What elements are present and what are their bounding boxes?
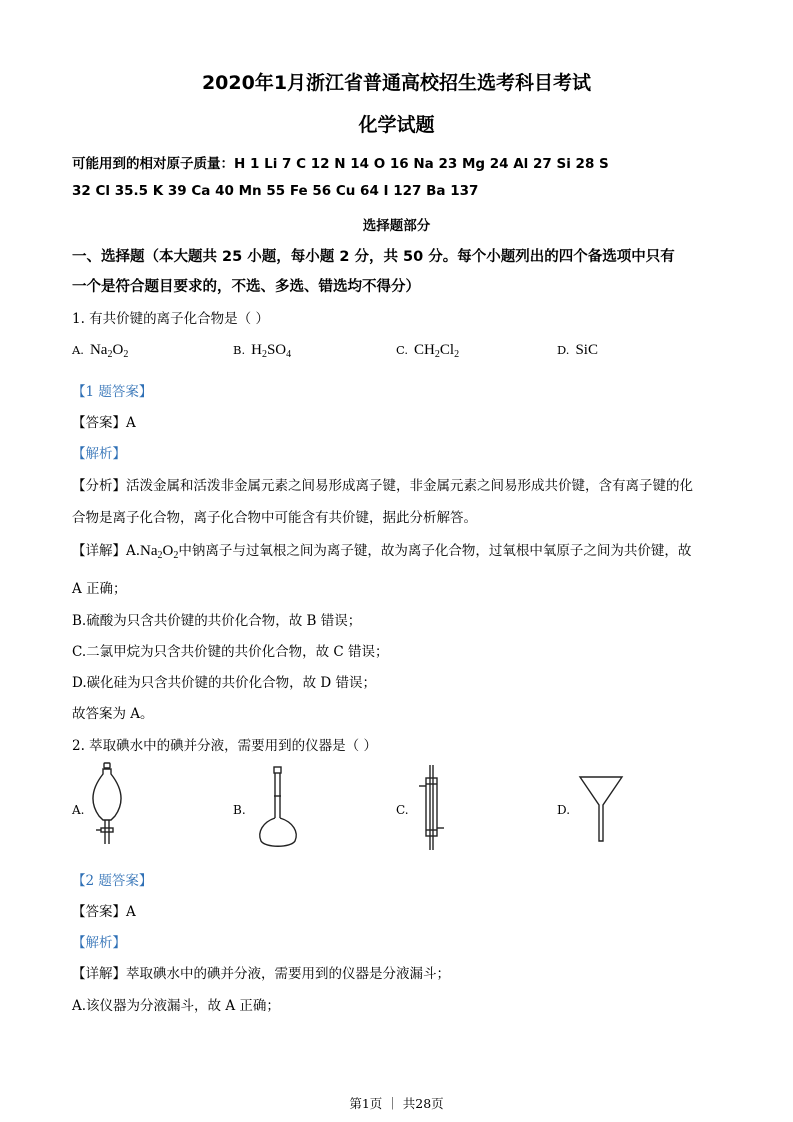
funnel-icon bbox=[578, 775, 624, 845]
condenser-icon bbox=[416, 764, 446, 852]
section-intro-2: 一个是符合题目要求的，不选、多选、错选均不得分） bbox=[72, 279, 420, 295]
q1-option-b: B. $H_2SO_4$ bbox=[233, 342, 292, 360]
volumetric-flask-icon bbox=[255, 766, 301, 850]
q1-option-a: A. $Na_2O_2$ bbox=[72, 342, 129, 360]
q1-detail-b: B.硫酸为只含共价键的共价化合物，故 B 错误； bbox=[72, 613, 362, 629]
q2-analysis-tag: 【解析】 bbox=[72, 935, 126, 951]
q1-option-d: D. SiC bbox=[557, 342, 598, 358]
q1-analysis-line-2: 合物是离子化合物，离子化合物中可能含有共价键，据此分析解答。 bbox=[72, 510, 477, 526]
q2-detail-a: A.该仪器为分液漏斗，故 A 正确； bbox=[72, 998, 280, 1014]
q2-option-b-label: B. bbox=[233, 803, 246, 817]
q1-answer-tag: 【1 题答案】 bbox=[72, 384, 153, 400]
q2-option-d-label: D. bbox=[557, 803, 571, 817]
page-footer: 第1页 ｜ 共28页 bbox=[349, 1096, 444, 1111]
q1-answer: 【答案】A bbox=[72, 415, 136, 431]
q2-answer: 【答案】A bbox=[72, 904, 136, 920]
q1-detail-line-1: 【详解】$A.Na_2O_2$中钠离子与过氧根之间为离子键，故为离子化合物，过氧根中氧原子之间为共价键，故 bbox=[72, 543, 692, 561]
q1-option-c: C. $CH_2Cl_2$ bbox=[396, 342, 460, 360]
q2-option-a-label: A. bbox=[72, 803, 85, 817]
q1-stem: 1. 有共价键的离子化合物是（ ） bbox=[72, 311, 269, 327]
separatory-funnel-icon bbox=[88, 762, 128, 846]
q1-detail-c: C.二氯甲烷为只含共价键的共价化合物，故 C 错误； bbox=[72, 644, 389, 660]
page-title: 2020年1月浙江省普通高校招生选考科目考试 bbox=[201, 72, 592, 94]
q2-answer-tag: 【2 题答案】 bbox=[72, 873, 153, 889]
q2-option-c-label: C. bbox=[396, 803, 409, 817]
atomic-mass-line-1: 可能用到的相对原子质量：H 1 Li 7 C 12 N 14 O 16 Na 23 Mg 24 Al 27 Si 28 S bbox=[72, 156, 609, 172]
q1-detail-line-2: A 正确； bbox=[72, 581, 127, 597]
q2-detail: 【详解】萃取碘水中的碘并分液，需要用到的仪器是分液漏斗； bbox=[72, 966, 450, 982]
q1-conclusion: 故答案为 A。 bbox=[72, 706, 154, 722]
section-intro-1: 一、选择题（本大题共 25 小题，每小题 2 分，共 50 分。每个小题列出的四个备选项中只有 bbox=[72, 249, 675, 265]
section-title: 选择题部分 bbox=[362, 218, 431, 234]
q1-analysis-line-1: 【分析】活泼金属和活泼非金属元素之间易形成离子键，非金属元素之间易形成共价键，含有离子键的化 bbox=[72, 478, 693, 494]
atomic-mass-line-2: 32 Cl 35.5 K 39 Ca 40 Mn 55 Fe 56 Cu 64 I 127 Ba 137 bbox=[72, 183, 479, 199]
q1-detail-d: D.碳化硅为只含共价键的共价化合物，故 D 错误； bbox=[72, 675, 377, 691]
q2-stem: 2. 萃取碘水中的碘并分液，需要用到的仪器是（ ） bbox=[72, 738, 377, 754]
q1-analysis-tag: 【解析】 bbox=[72, 446, 126, 462]
page-subtitle: 化学试题 bbox=[358, 114, 435, 136]
